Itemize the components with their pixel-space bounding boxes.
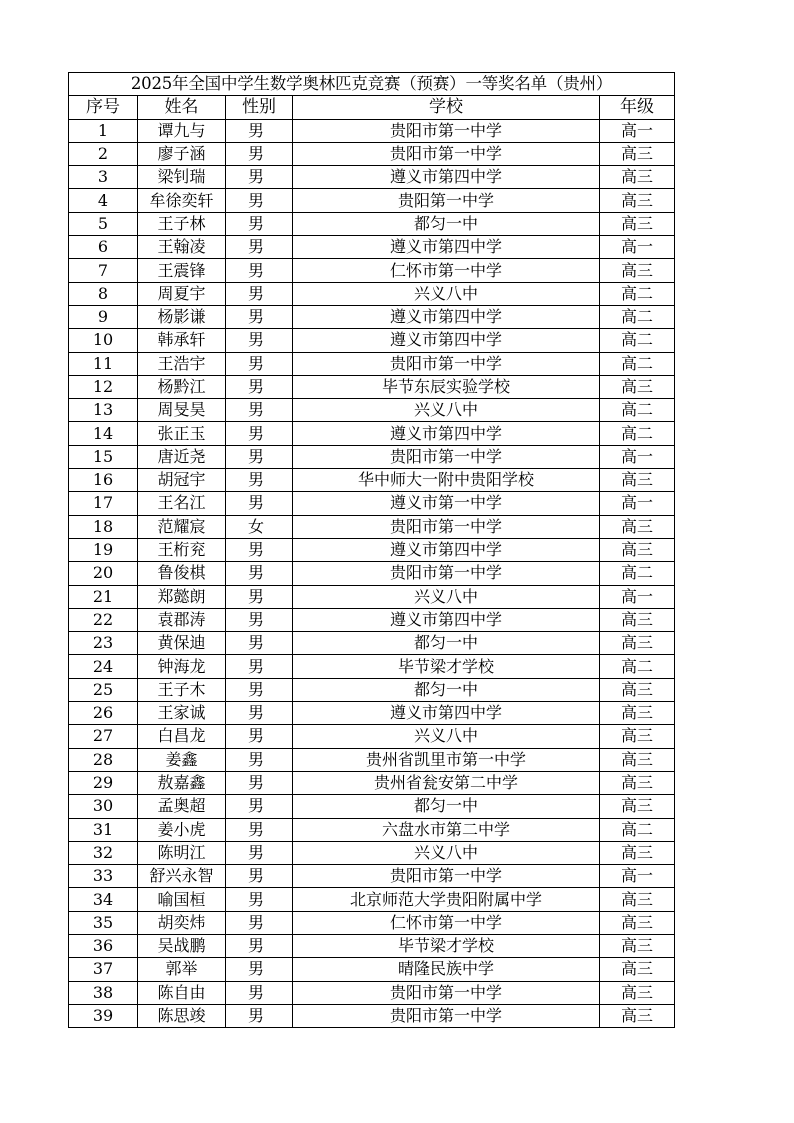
cell-gender: 女 [226,515,293,538]
table-row [69,702,675,725]
cell-school: 贵州省凯里市第一中学 [293,748,600,771]
cell-no: 23 [69,632,138,655]
award-table [68,72,675,1028]
cell-no: 33 [69,865,138,888]
cell-gender: 男 [226,678,293,701]
cell-name: 胡奕炜 [138,911,226,934]
cell-name: 王子林 [138,212,226,235]
cell-no: 20 [69,562,138,585]
cell-gender: 男 [226,702,293,725]
table-row [69,305,675,328]
cell-no: 17 [69,492,138,515]
cell-grade: 高三 [600,538,675,561]
cell-no: 34 [69,888,138,911]
cell-no: 39 [69,1004,138,1027]
table-row [69,678,675,701]
cell-school: 贵阳市第一中学 [293,119,600,142]
cell-gender: 男 [226,329,293,352]
cell-name: 姜小虎 [138,818,226,841]
cell-gender: 男 [226,212,293,235]
cell-name: 袁郡涛 [138,608,226,631]
cell-school: 兴义八中 [293,841,600,864]
cell-gender: 男 [226,771,293,794]
cell-school: 贵阳市第一中学 [293,865,600,888]
cell-no: 3 [69,166,138,189]
cell-school: 遵义市第一中学 [293,492,600,515]
table-row [69,422,675,445]
cell-name: 周夏宇 [138,282,226,305]
cell-grade: 高三 [600,725,675,748]
cell-no: 28 [69,748,138,771]
cell-name: 杨黔江 [138,375,226,398]
cell-grade: 高三 [600,795,675,818]
cell-gender: 男 [226,305,293,328]
cell-name: 鲁俊棋 [138,562,226,585]
cell-gender: 男 [226,492,293,515]
cell-no: 21 [69,585,138,608]
cell-name: 王名江 [138,492,226,515]
cell-grade: 高三 [600,911,675,934]
cell-name: 王桁兖 [138,538,226,561]
header-school: 学校 [293,96,600,119]
cell-name: 胡冠宇 [138,469,226,492]
cell-grade: 高三 [600,189,675,212]
table-row [69,911,675,934]
cell-name: 郭举 [138,958,226,981]
header-row [69,96,675,119]
cell-gender: 男 [226,562,293,585]
cell-no: 36 [69,934,138,957]
cell-gender: 男 [226,422,293,445]
cell-grade: 高三 [600,259,675,282]
cell-name: 范耀宸 [138,515,226,538]
cell-name: 谭九与 [138,119,226,142]
cell-school: 贵州省瓮安第二中学 [293,771,600,794]
cell-name: 陈明江 [138,841,226,864]
cell-grade: 高一 [600,865,675,888]
cell-no: 27 [69,725,138,748]
cell-name: 吴战鹏 [138,934,226,957]
cell-school: 遵义市第四中学 [293,236,600,259]
cell-name: 舒兴永智 [138,865,226,888]
cell-gender: 男 [226,538,293,561]
table-row [69,981,675,1004]
cell-gender: 男 [226,632,293,655]
cell-grade: 高三 [600,678,675,701]
table-row [69,469,675,492]
cell-name: 张正玉 [138,422,226,445]
cell-name: 陈自由 [138,981,226,1004]
cell-no: 14 [69,422,138,445]
cell-grade: 高二 [600,422,675,445]
cell-gender: 男 [226,259,293,282]
cell-no: 31 [69,818,138,841]
cell-gender: 男 [226,119,293,142]
cell-name: 钟海龙 [138,655,226,678]
cell-school: 遵义市第四中学 [293,166,600,189]
cell-gender: 男 [226,865,293,888]
table-row [69,399,675,422]
table-row [69,445,675,468]
table-row [69,189,675,212]
cell-gender: 男 [226,189,293,212]
cell-school: 毕节梁才学校 [293,655,600,678]
cell-school: 贵阳市第一中学 [293,142,600,165]
cell-no: 37 [69,958,138,981]
cell-school: 兴义八中 [293,399,600,422]
cell-name: 唐近尧 [138,445,226,468]
cell-grade: 高三 [600,166,675,189]
table-row [69,492,675,515]
cell-school: 贵阳市第一中学 [293,445,600,468]
cell-grade: 高一 [600,236,675,259]
table-row [69,1004,675,1027]
cell-gender: 男 [226,795,293,818]
cell-grade: 高二 [600,352,675,375]
cell-no: 25 [69,678,138,701]
cell-grade: 高一 [600,119,675,142]
table-row [69,655,675,678]
cell-gender: 男 [226,934,293,957]
cell-no: 7 [69,259,138,282]
cell-grade: 高二 [600,399,675,422]
cell-gender: 男 [226,142,293,165]
cell-no: 6 [69,236,138,259]
cell-school: 贵阳市第一中学 [293,981,600,1004]
cell-gender: 男 [226,981,293,1004]
cell-gender: 男 [226,1004,293,1027]
cell-grade: 高一 [600,585,675,608]
cell-name: 杨影谦 [138,305,226,328]
cell-school: 兴义八中 [293,282,600,305]
cell-school: 六盘水市第二中学 [293,818,600,841]
cell-gender: 男 [226,841,293,864]
header-name: 姓名 [138,96,226,119]
header-grade: 年级 [600,96,675,119]
header-gender: 性别 [226,96,293,119]
cell-school: 仁怀市第一中学 [293,911,600,934]
table-row [69,795,675,818]
cell-no: 16 [69,469,138,492]
cell-name: 周旻昊 [138,399,226,422]
cell-name: 白昌龙 [138,725,226,748]
title-row [69,73,675,96]
cell-name: 姜鑫 [138,748,226,771]
cell-grade: 高二 [600,655,675,678]
cell-grade: 高三 [600,1004,675,1027]
table-body [69,119,675,1028]
table-row [69,119,675,142]
cell-gender: 男 [226,445,293,468]
cell-no: 24 [69,655,138,678]
cell-no: 4 [69,189,138,212]
cell-gender: 男 [226,282,293,305]
table-row [69,562,675,585]
cell-school: 仁怀市第一中学 [293,259,600,282]
cell-name: 王子木 [138,678,226,701]
cell-grade: 高二 [600,329,675,352]
cell-no: 30 [69,795,138,818]
cell-school: 都匀一中 [293,795,600,818]
cell-gender: 男 [226,911,293,934]
cell-name: 王震锋 [138,259,226,282]
cell-grade: 高二 [600,562,675,585]
cell-no: 32 [69,841,138,864]
cell-grade: 高三 [600,748,675,771]
table-row [69,142,675,165]
cell-grade: 高三 [600,375,675,398]
table-row [69,538,675,561]
cell-school: 遵义市第四中学 [293,305,600,328]
cell-no: 18 [69,515,138,538]
cell-grade: 高三 [600,981,675,1004]
cell-name: 韩承轩 [138,329,226,352]
cell-name: 陈思竣 [138,1004,226,1027]
cell-name: 廖子涵 [138,142,226,165]
cell-name: 梁钊瑞 [138,166,226,189]
cell-name: 孟奥超 [138,795,226,818]
table-row [69,608,675,631]
cell-school: 贵阳市第一中学 [293,562,600,585]
cell-gender: 男 [226,399,293,422]
cell-school: 遵义市第四中学 [293,422,600,445]
table-row [69,585,675,608]
table-row [69,865,675,888]
cell-school: 贵阳市第一中学 [293,515,600,538]
cell-grade: 高三 [600,142,675,165]
cell-no: 1 [69,119,138,142]
cell-no: 38 [69,981,138,1004]
cell-grade: 高三 [600,958,675,981]
cell-name: 敖嘉鑫 [138,771,226,794]
cell-gender: 男 [226,958,293,981]
cell-grade: 高三 [600,841,675,864]
table-row [69,771,675,794]
cell-grade: 高三 [600,702,675,725]
table-row [69,259,675,282]
cell-no: 19 [69,538,138,561]
cell-grade: 高三 [600,934,675,957]
table-row [69,352,675,375]
cell-school: 晴隆民族中学 [293,958,600,981]
cell-gender: 男 [226,748,293,771]
cell-grade: 高二 [600,818,675,841]
cell-gender: 男 [226,608,293,631]
cell-no: 10 [69,329,138,352]
header-no: 序号 [69,96,138,119]
cell-grade: 高三 [600,632,675,655]
cell-grade: 高三 [600,469,675,492]
table-row [69,632,675,655]
cell-gender: 男 [226,725,293,748]
cell-no: 11 [69,352,138,375]
cell-no: 8 [69,282,138,305]
table-row [69,725,675,748]
cell-grade: 高三 [600,608,675,631]
table-row [69,212,675,235]
cell-school: 兴义八中 [293,585,600,608]
cell-school: 遵义市第四中学 [293,538,600,561]
cell-gender: 男 [226,352,293,375]
cell-school: 毕节东辰实验学校 [293,375,600,398]
cell-no: 13 [69,399,138,422]
cell-name: 黄保迪 [138,632,226,655]
cell-name: 王翰凌 [138,236,226,259]
cell-school: 兴义八中 [293,725,600,748]
cell-grade: 高二 [600,305,675,328]
cell-no: 35 [69,911,138,934]
table-row [69,375,675,398]
table-row [69,166,675,189]
cell-school: 毕节梁才学校 [293,934,600,957]
table-row [69,515,675,538]
table-row [69,282,675,305]
table-row [69,748,675,771]
cell-grade: 高二 [600,282,675,305]
table-row [69,841,675,864]
cell-school: 遵义市第四中学 [293,702,600,725]
cell-no: 22 [69,608,138,631]
table-row [69,934,675,957]
table-row [69,236,675,259]
cell-gender: 男 [226,888,293,911]
cell-school: 北京师范大学贵阳附属中学 [293,888,600,911]
cell-no: 26 [69,702,138,725]
cell-school: 贵阳第一中学 [293,189,600,212]
cell-grade: 高三 [600,771,675,794]
cell-school: 遵义市第四中学 [293,329,600,352]
cell-gender: 男 [226,166,293,189]
cell-grade: 高一 [600,492,675,515]
table-row [69,958,675,981]
table-row [69,329,675,352]
cell-school: 贵阳市第一中学 [293,1004,600,1027]
cell-gender: 男 [226,818,293,841]
cell-gender: 男 [226,375,293,398]
cell-name: 牟徐奕轩 [138,189,226,212]
cell-school: 贵阳市第一中学 [293,352,600,375]
cell-grade: 高三 [600,515,675,538]
cell-no: 9 [69,305,138,328]
cell-name: 王浩宇 [138,352,226,375]
cell-gender: 男 [226,585,293,608]
cell-grade: 高一 [600,445,675,468]
cell-no: 2 [69,142,138,165]
cell-name: 郑懿朗 [138,585,226,608]
cell-gender: 男 [226,469,293,492]
cell-gender: 男 [226,236,293,259]
table-row [69,888,675,911]
cell-grade: 高三 [600,888,675,911]
cell-name: 喻国桓 [138,888,226,911]
cell-gender: 男 [226,655,293,678]
cell-school: 都匀一中 [293,678,600,701]
cell-school: 遵义市第四中学 [293,608,600,631]
cell-no: 12 [69,375,138,398]
cell-school: 都匀一中 [293,632,600,655]
cell-school: 华中师大一附中贵阳学校 [293,469,600,492]
cell-no: 5 [69,212,138,235]
cell-name: 王家诚 [138,702,226,725]
cell-grade: 高三 [600,212,675,235]
cell-school: 都匀一中 [293,212,600,235]
table-row [69,818,675,841]
table-title: 2025年全国中学生数学奥林匹克竞赛（预赛）一等奖名单（贵州） [69,73,675,96]
cell-no: 15 [69,445,138,468]
cell-no: 29 [69,771,138,794]
